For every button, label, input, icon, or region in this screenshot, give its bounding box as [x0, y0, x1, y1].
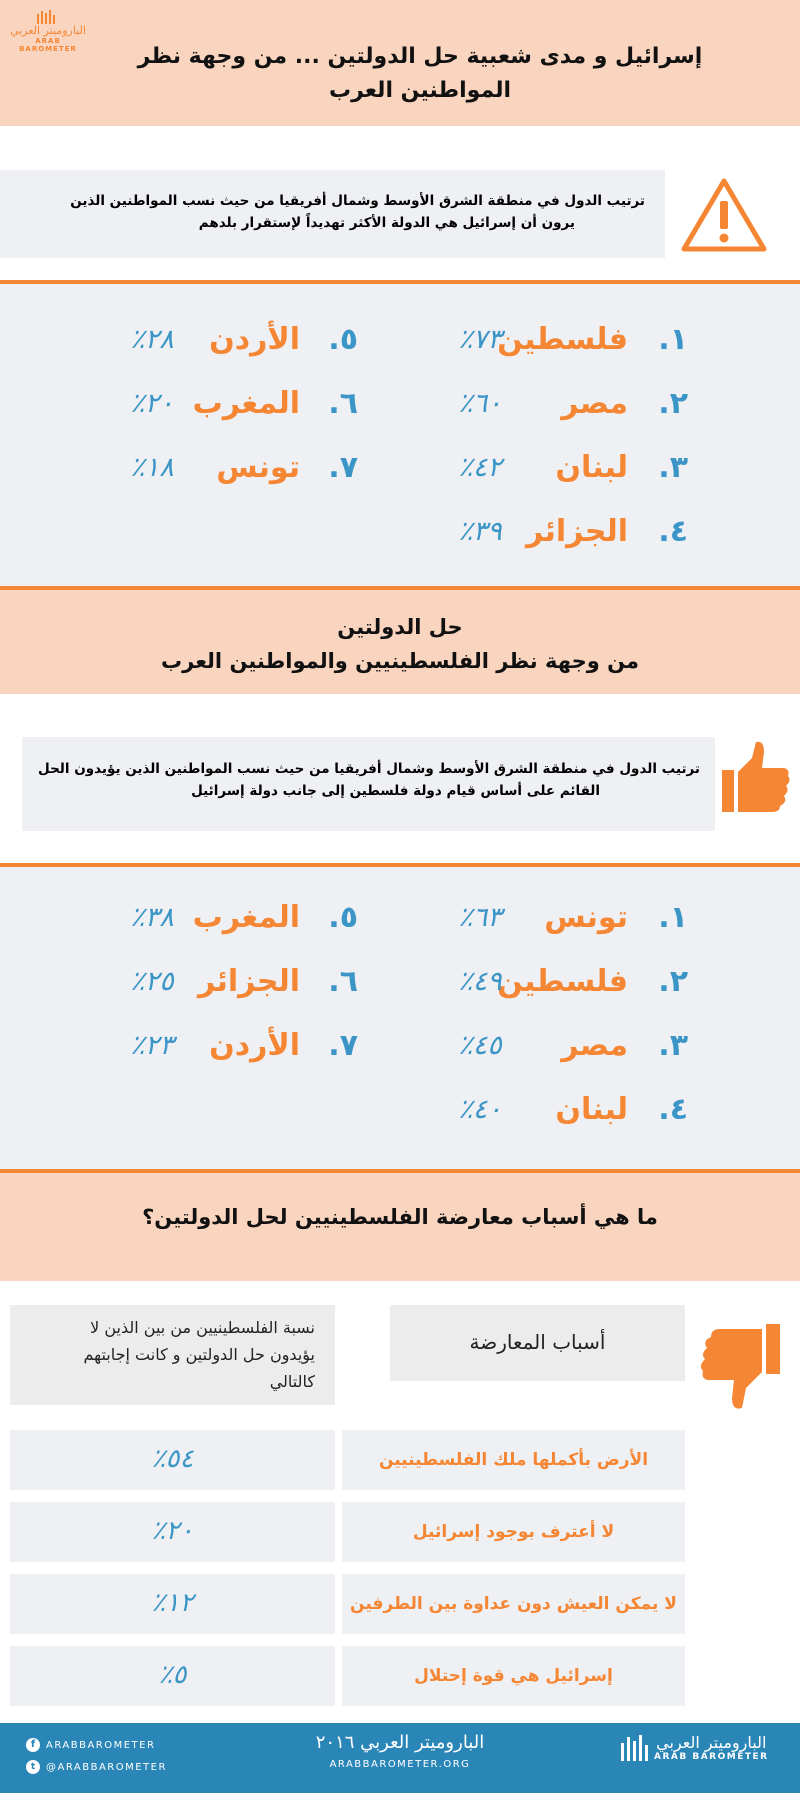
twitter-handle: @ARABBAROMETER [46, 1761, 167, 1773]
rank-country: تونس [216, 450, 300, 485]
rank-percentage: ٣٨٪ [130, 902, 174, 933]
rank-number: ٦. [328, 386, 358, 421]
rank-number: ٤. [658, 514, 688, 549]
rank-number: ١. [658, 900, 688, 935]
reason-percentage: ٥٤٪ [151, 1444, 194, 1474]
reason-percentage: ١٢٪ [151, 1588, 194, 1618]
rank-percentage: ٧٣٪ [458, 324, 502, 355]
rank-percentage: ٢٠٪ [130, 388, 174, 419]
twitter-icon: t [26, 1760, 40, 1774]
facebook-icon: f [26, 1738, 40, 1752]
section2-title [100, 610, 700, 678]
threat-note-line1: ترتيب الدول في منطقة الشرق الأوسط وشمال أفريقيا من حيث نسب المواطنين الذين [70, 193, 645, 209]
section3-title: ما هي أسباب معارضة الفلسطينيين لحل الدولتين؟ [142, 1205, 658, 1229]
thumbs-up-icon [720, 738, 792, 816]
logo-bars-icon [36, 10, 60, 24]
logo-english: ARAB BAROMETER [19, 37, 77, 53]
page-title-line2: المواطنين العرب [328, 78, 512, 103]
rank-percentage: ٤٠٪ [458, 1094, 502, 1125]
rank-number: ٤. [658, 1092, 688, 1127]
reasons-note-text: نسبة الفلسطينيين من بين الذين لا يؤيدون حل الدولتين و كانت إجابتهم كالتالي [83, 1318, 315, 1391]
warning-icon [680, 175, 768, 255]
rank-percentage: ٤٥٪ [458, 1030, 502, 1061]
footer-logo-arabic: الباروميتر العربي [656, 1733, 767, 1752]
section2-title-line2: من وجهة نظر الفلسطينيين والمواطنين العرب [161, 649, 639, 673]
rank-number: ٢. [658, 964, 688, 999]
rank-percentage: ٦٠٪ [458, 388, 502, 419]
rank-number: ٧. [328, 450, 358, 485]
rank-percentage: ٣٩٪ [458, 516, 502, 547]
rank-percentage: ٢٥٪ [130, 966, 174, 997]
rank-number: ٥. [328, 322, 358, 357]
threat-note-line2: يرون أن إسرائيل هي الدولة الأكثر تهديداً لإستقرار بلدهم [198, 215, 575, 231]
rank-number: ٣. [658, 450, 688, 485]
page-title-line1: إسرائيل و مدى شعبية حل الدولتين ... من وجهة نظر [137, 44, 703, 69]
footer-logo-english: ARAB BAROMETER [654, 1752, 769, 1762]
reason-percentage: ٥٪ [158, 1660, 187, 1690]
rank-number: ٥. [328, 900, 358, 935]
support-note-text [30, 758, 700, 802]
reasons-header-text: أسباب المعارضة [469, 1330, 606, 1354]
rank-country: المغرب [192, 900, 300, 935]
reason-label: لا أعترف بوجود إسرائيل [412, 1522, 615, 1542]
reason-label: الأرض بأكملها ملك الفلسطينيين [378, 1450, 649, 1470]
rank-country: المغرب [192, 386, 300, 421]
rank-percentage: ١٨٪ [130, 452, 174, 483]
facebook-link[interactable] [26, 1738, 226, 1752]
reason-percentage: ٢٠٪ [151, 1516, 194, 1546]
rank-country: فلسطين [497, 964, 628, 999]
rank-percentage: ٤٢٪ [458, 452, 502, 483]
footer-social [26, 1738, 226, 1774]
rank-country: الجزائر [525, 514, 628, 549]
threat-note-text [10, 190, 655, 234]
twitter-link[interactable] [26, 1760, 226, 1774]
rank-percentage: ٢٨٪ [130, 324, 174, 355]
footer-center [300, 1732, 500, 1770]
header-logo [8, 10, 88, 53]
rank-number: ١. [658, 322, 688, 357]
page-title [100, 40, 740, 108]
thumbs-down-icon [700, 1318, 784, 1414]
rank-country: فلسطين [497, 322, 628, 357]
rank-number: ٦. [328, 964, 358, 999]
facebook-handle: ARABBAROMETER [46, 1739, 156, 1751]
rank-number: ٢. [658, 386, 688, 421]
rank-country: تونس [544, 900, 628, 935]
rank-country: الأردن [209, 322, 300, 357]
rank-number: ٧. [328, 1028, 358, 1063]
support-note-line2: القائم على أساس قيام دولة فلسطين إلى جانب دولة إسرائيل [191, 783, 600, 799]
rank-percentage: ٤٩٪ [458, 966, 502, 997]
footer-website-link[interactable]: ARABBAROMETER.ORG [329, 1759, 471, 1770]
reason-label: لا يمكن العيش دون عداوة بين الطرفين [350, 1594, 677, 1614]
rank-country: لبنان [555, 450, 628, 485]
rank-percentage: ٦٣٪ [458, 902, 502, 933]
footer-logo [620, 1733, 785, 1762]
rank-number: ٣. [658, 1028, 688, 1063]
rank-country: الجزائر [197, 964, 300, 999]
reason-label: إسرائيل هي قوة إحتلال [414, 1666, 613, 1686]
rank-country: مصر [561, 386, 628, 421]
footer-logo-bars-icon [620, 1735, 648, 1761]
logo-arabic: الباروميتر العربي [10, 24, 86, 37]
rank-percentage: ٢٣٪ [130, 1030, 174, 1061]
footer-center-arabic: الباروميتر العربي ٢٠١٦ [315, 1732, 485, 1753]
support-note-line1: ترتيب الدول في منطقة الشرق الأوسط وشمال أفريقيا من حيث نسب المواطنين الذين يؤيدون الحل [38, 761, 700, 777]
rank-country: مصر [561, 1028, 628, 1063]
rank-country: الأردن [209, 1028, 300, 1063]
rank-country: لبنان [555, 1092, 628, 1127]
section2-title-line1: حل الدولتين [337, 615, 463, 639]
